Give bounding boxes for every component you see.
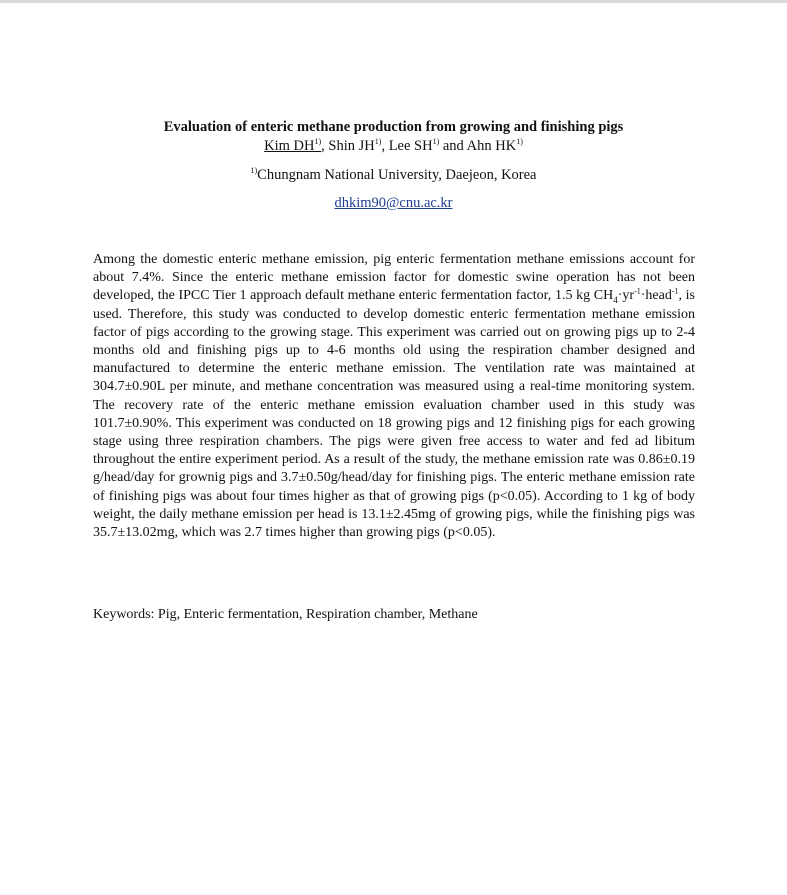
affiliation-marker-1: 1) — [314, 137, 322, 147]
ch4-subscript: 4 — [613, 295, 618, 306]
abstract-body — [93, 251, 695, 542]
affiliation-marker: 1) — [250, 166, 258, 176]
contact-email — [0, 194, 787, 212]
exponent-2: -1 — [671, 286, 679, 296]
author-name-1: Kim DH — [264, 138, 315, 154]
author-name-2: Shin JH — [328, 138, 375, 154]
affiliation-marker-2: 1) — [374, 137, 382, 147]
paper-title: Evaluation of enteric methane production from growing and finishing pigs — [163, 119, 624, 135]
affiliation — [0, 166, 787, 184]
author-primary[interactable] — [264, 138, 321, 154]
author-list — [0, 137, 787, 155]
author-name-4: Ahn HK — [466, 138, 517, 154]
author-name-3: Lee SH — [388, 138, 433, 154]
author-separator-3: and — [439, 138, 467, 154]
abstract-part-3: ·head — [640, 288, 672, 304]
affiliation-marker-3: 1) — [432, 137, 440, 147]
affiliation-marker-4: 1) — [516, 137, 523, 147]
keywords-line: Keywords: Pig, Enteric fermentation, Respiration chamber, Methane — [93, 607, 478, 622]
email-link[interactable]: dhkim90@cnu.ac.kr — [334, 195, 453, 211]
affiliation-text: Chungnam National University, Daejeon, Korea — [257, 167, 537, 183]
author-separator-1: , — [321, 138, 329, 154]
abstract-part-1: Among the domestic enteric methane emission, pig enteric fermentation methane emissions account for about 7.4%. Since the enteric methane emission factor for domestic swine operation has not been developed, the IPCC Tier 1 approach default methane enteric fermentation factor, 1.5 kg CH — [93, 252, 695, 304]
abstract-part-4: , is used. Therefore, this study was conducted to develop domestic enteric fermentation methane emission factor of pigs according to the growing stage. This experiment was carried out on growing pigs up to 2-4 months old and finishing pigs up to 4-6 months old using the respiration chamber designed and manufactured to determine the enteric methane emission. The ventilation rate was maintained at 304.7±0.90L per minute, and methane concentration was measured using a real-time monitoring system. The recovery rate of the enteric methane emission evaluation chamber used in this study was 101.7±0.90%. This experiment was conducted on 18 growing pigs and 12 finishing pigs for each growing stage using three respiration chambers. The pigs were given free access to water and fed ad libitum throughout the entire experiment period. As a result of the study, the methane emission rate was 0.86±0.19 g/head/day for grownig pigs and 3.7±0.50g/head/day for finishing pigs. The enteric methane emission rate of finishing pigs was about four times higher as that of growing pigs (p<0.05). According to 1 kg of body weight, the daily methane emission per head is 13.1±2.45mg of growing pigs, while the finishing pigs was 35.7±13.02mg, which was 2.7 times higher than growing pigs (p<0.05). — [93, 288, 696, 541]
author-separator-2: , — [381, 138, 389, 154]
abstract-part-2: ·yr — [617, 288, 635, 304]
exponent-1: -1 — [634, 286, 641, 296]
